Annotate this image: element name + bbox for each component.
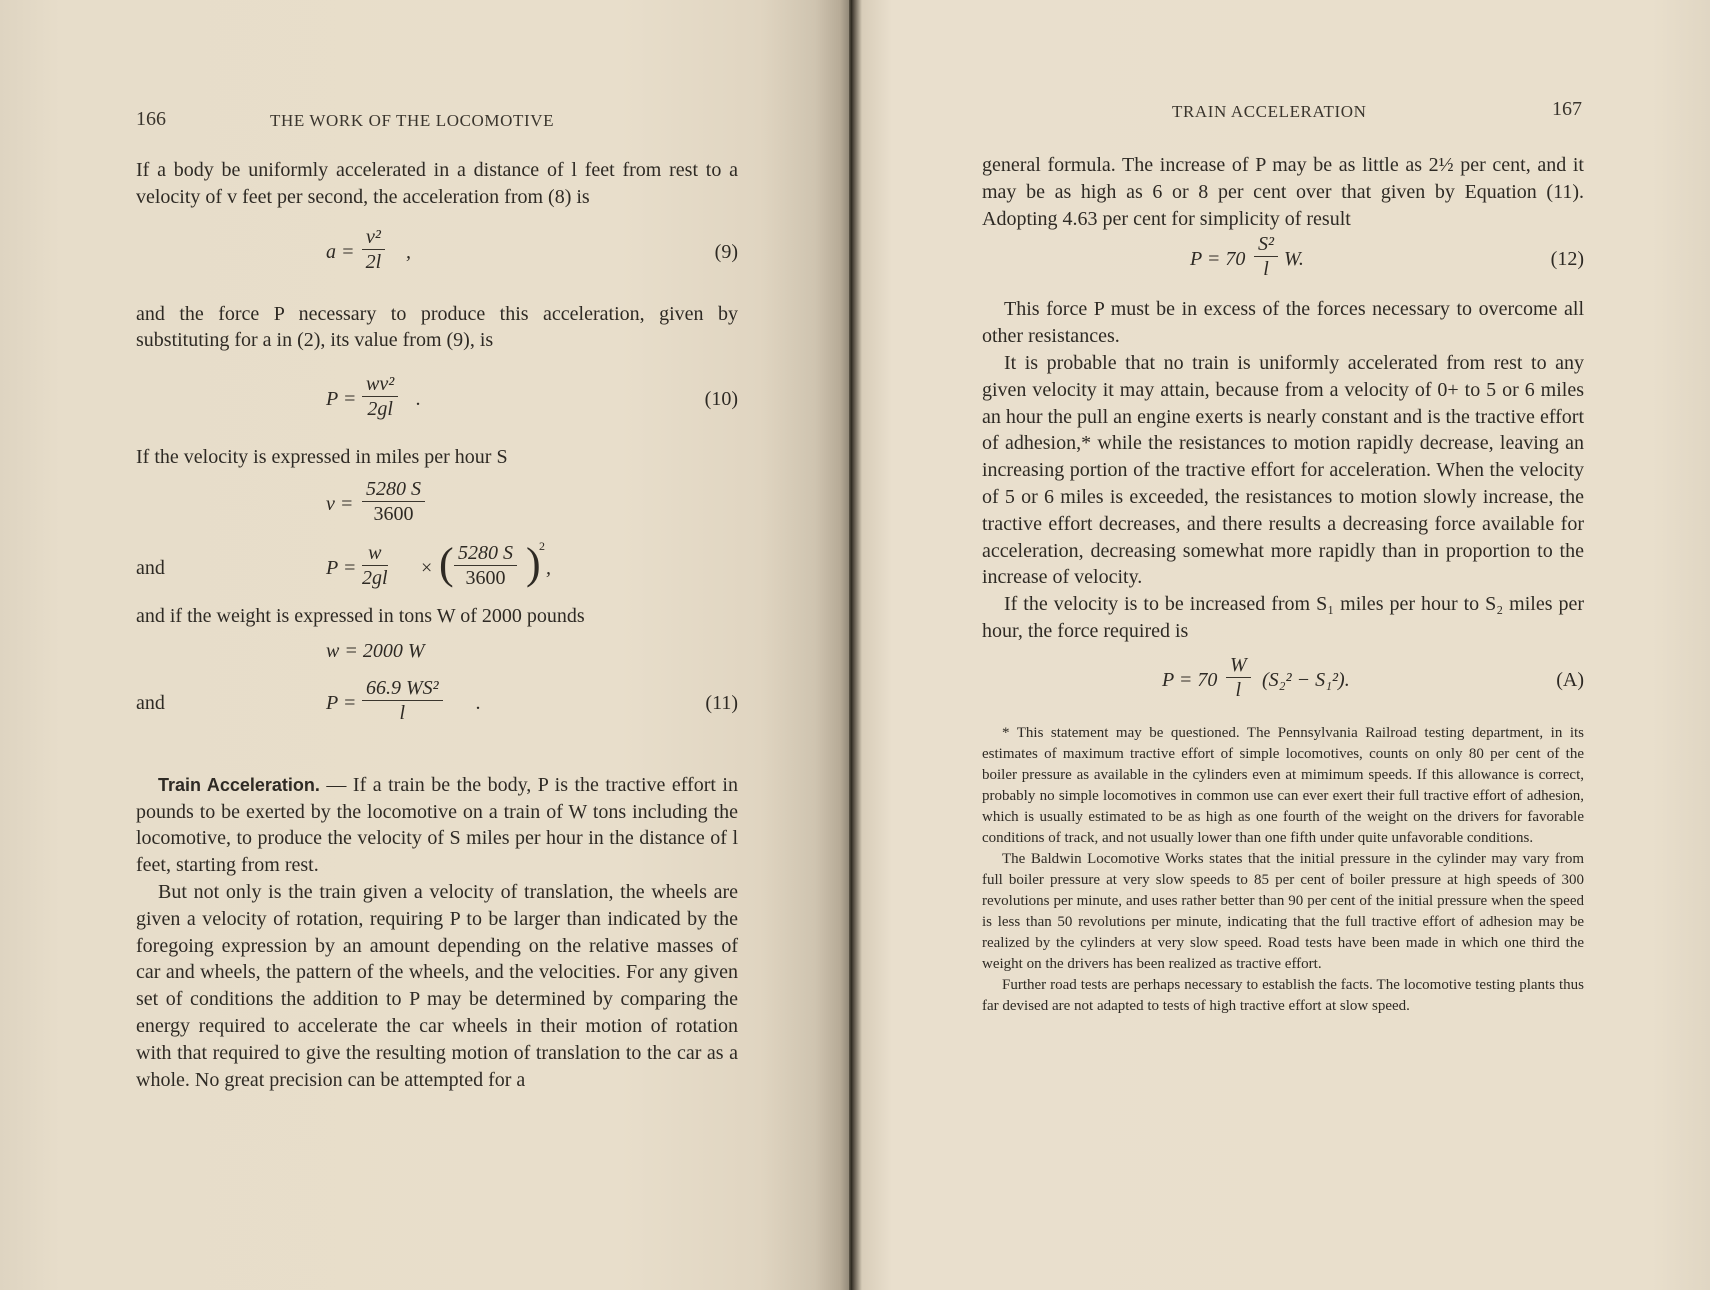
paragraph: If the velocity is expressed in miles per hour S (136, 446, 508, 469)
running-head-right: TRAIN ACCELERATION (1172, 102, 1367, 121)
fraction (362, 541, 388, 590)
equation-number: (A) (1556, 668, 1584, 691)
section-heading: Train Acceleration. (158, 774, 320, 795)
right-text-column (982, 152, 1584, 1017)
numerator: 5280 S (362, 477, 425, 502)
denominator: 3600 (373, 502, 414, 525)
denominator: 2l (365, 250, 382, 273)
equation-10 (136, 354, 738, 438)
paragraph: If a body be uniformly accelerated in a distance of l feet from rest to a velocity of v feet per second, the acceleration from (8) is (136, 159, 738, 208)
right-paren: ) (526, 538, 541, 588)
numerator: 66.9 WS² (362, 676, 443, 701)
page-number-right: 167 (1552, 98, 1582, 120)
footnote: * This statement may be questioned. The Pennsylvania Railroad testing department, in its estimates of maximum tractive effort of simple locomotives, counts on only 80 per cent of the boiler pressure as available in the cylinders even at mimimum speeds. If this allowance is correct, probably no simple locomotives in common use can ever exert their full tractive effort of adhesion, which is usually estimated to be as high as one fourth of the weight on the drivers for favorable conditions of track, and not usually lower than one fifth under quite unfavorable conditions. (982, 724, 1584, 846)
equation-weight (136, 630, 738, 670)
equation-suffix: . (476, 691, 481, 714)
fraction (1226, 653, 1251, 702)
paragraph: and the force P necessary to produce this acceleration, given by substituting for a in (2), its value from (9), is (136, 302, 738, 352)
denominator: l (399, 701, 406, 724)
equation-suffix: , (406, 240, 411, 263)
left-text-column (136, 157, 738, 1093)
denominator: l (1235, 678, 1242, 701)
equation-number: (11) (705, 691, 738, 714)
equation-number: (12) (1550, 248, 1584, 271)
running-head-left: THE WORK OF THE LOCOMOTIVE (270, 111, 555, 130)
and-label: and (136, 556, 165, 579)
equation-suffix: (S₂² − S₁²). (1262, 668, 1350, 691)
equation-suffix: . (416, 388, 421, 411)
inner-denominator: 3600 (465, 566, 506, 589)
paragraph: general formula. The increase of P may be as little as 2½ per cent, and it may be as high as 6 or 8 per cent over that given by Equation (11). Adopting 4.63 per cent for simplicity of result (982, 154, 1584, 230)
fraction (362, 225, 385, 274)
numerator: v² (362, 225, 385, 250)
equation-A (982, 645, 1584, 709)
and-label: and (136, 691, 165, 714)
page-number-left: 166 (136, 108, 166, 130)
numerator: w (362, 541, 388, 566)
equation-lhs: P = 70 (1162, 668, 1218, 691)
numerator: W (1226, 653, 1251, 678)
equation-number: (9) (714, 240, 738, 263)
denominator: l (1263, 258, 1269, 281)
equation-11 (136, 670, 738, 740)
right-page (852, 0, 1710, 1290)
paragraph: It is probable that no train is uniformly accelerated from rest to any given velocity it may attain, because from a velocity of 0+ to 5 or 6 miles an hour the pull an engine exerts is nearly constant and is the tractive effort of adhesion,* while the resistances to motion rapidly decrease, leaving an increasing portion of the tractive effort for acceleration. When the velocity of 5 or 6 miles is exceeded, the resistances to motion slowly increase, the tractive effort decreases, and there results a decreasing force available for acceleration, decreasing somewhat more rapidly than in proportion to the increase of velocity. (982, 351, 1584, 589)
equation-suffix: W. (1284, 248, 1304, 271)
equation-lhs: v = (326, 492, 354, 515)
footnote: The Baldwin Locomotive Works states that the initial pressure in the cylinder may vary from full boiler pressure at very slow speeds to 85 per cent of boiler pressure at high speeds of 300 revolutions per minute, and uses rather better than 90 per cent of the initial pressure when the speed is less than 50 revolutions per minute, indicating that the full tractive effort of adhesion may be realized by the cylinders at very slow speed. Road tests have been made in which one third the weight on the drivers has been realized as tractive effort. (982, 850, 1584, 972)
footnote: Further road tests are perhaps necessary to establish the facts. The locomotive testing plants thus far devised are not adapted to tests of high tractive effort at slow speed. (982, 976, 1584, 1014)
inner-fraction (454, 541, 517, 590)
equation-velocity (136, 471, 738, 537)
times-sign: × (421, 556, 433, 579)
footnotes (982, 723, 1584, 1017)
equation-text: w = 2000 W (326, 639, 425, 662)
left-page (0, 0, 852, 1290)
equation-lhs: a = (326, 240, 355, 263)
numerator: wv² (362, 372, 398, 397)
left-paren: ( (439, 538, 454, 588)
paragraph: If the velocity is to be increased from S₁ miles per hour to S₂ miles per hour, the force required is (982, 593, 1584, 642)
section-text: If a train be the body, P is the tractive effort in pounds to be exerted by the locomotive on a train of W tons including the locomotive, to produce the velocity of S miles per hour in the distance of l feet, starting from rest. (136, 773, 738, 877)
equation-number: (10) (704, 388, 738, 411)
equation-lhs: P = 70 (1190, 248, 1246, 271)
equation-12 (982, 232, 1584, 288)
fraction (362, 477, 425, 526)
heading-dash: — (319, 773, 353, 796)
denominator: 2gl (362, 566, 388, 589)
fraction (362, 372, 398, 421)
equation-lhs: P = (326, 388, 357, 411)
fraction (1254, 232, 1278, 281)
equation-lhs: P = (326, 691, 357, 714)
section-paragraph (136, 772, 738, 879)
paragraph: But not only is the train given a velocity of translation, the wheels are given a velocity of rotation, requiring P to be larger than indicated by the foregoing expression by an amount depending on the relative masses of car and wheels, the pattern of the wheels, and the velocities. For any given set of conditions the addition to P may be determined by comparing the energy required to accelerate the car wheels in their motion of rotation with that required to give the resulting motion of translation to the car as a whole. No great precision can be attempted for a (136, 880, 738, 1091)
paragraph: This force P must be in excess of the forces necessary to overcome all other resistances. (982, 298, 1584, 348)
equation-suffix: , (546, 556, 551, 579)
numerator: S² (1254, 232, 1278, 257)
fraction (362, 676, 443, 725)
denominator: 2gl (367, 398, 393, 421)
exponent: 2 (539, 538, 545, 553)
inner-numerator: 5280 S (454, 541, 517, 566)
equation-force-expanded (136, 537, 738, 599)
equation-9 (136, 211, 738, 293)
equation-lhs: P = (326, 556, 357, 579)
paragraph: and if the weight is expressed in tons W of 2000 pounds (136, 604, 585, 627)
